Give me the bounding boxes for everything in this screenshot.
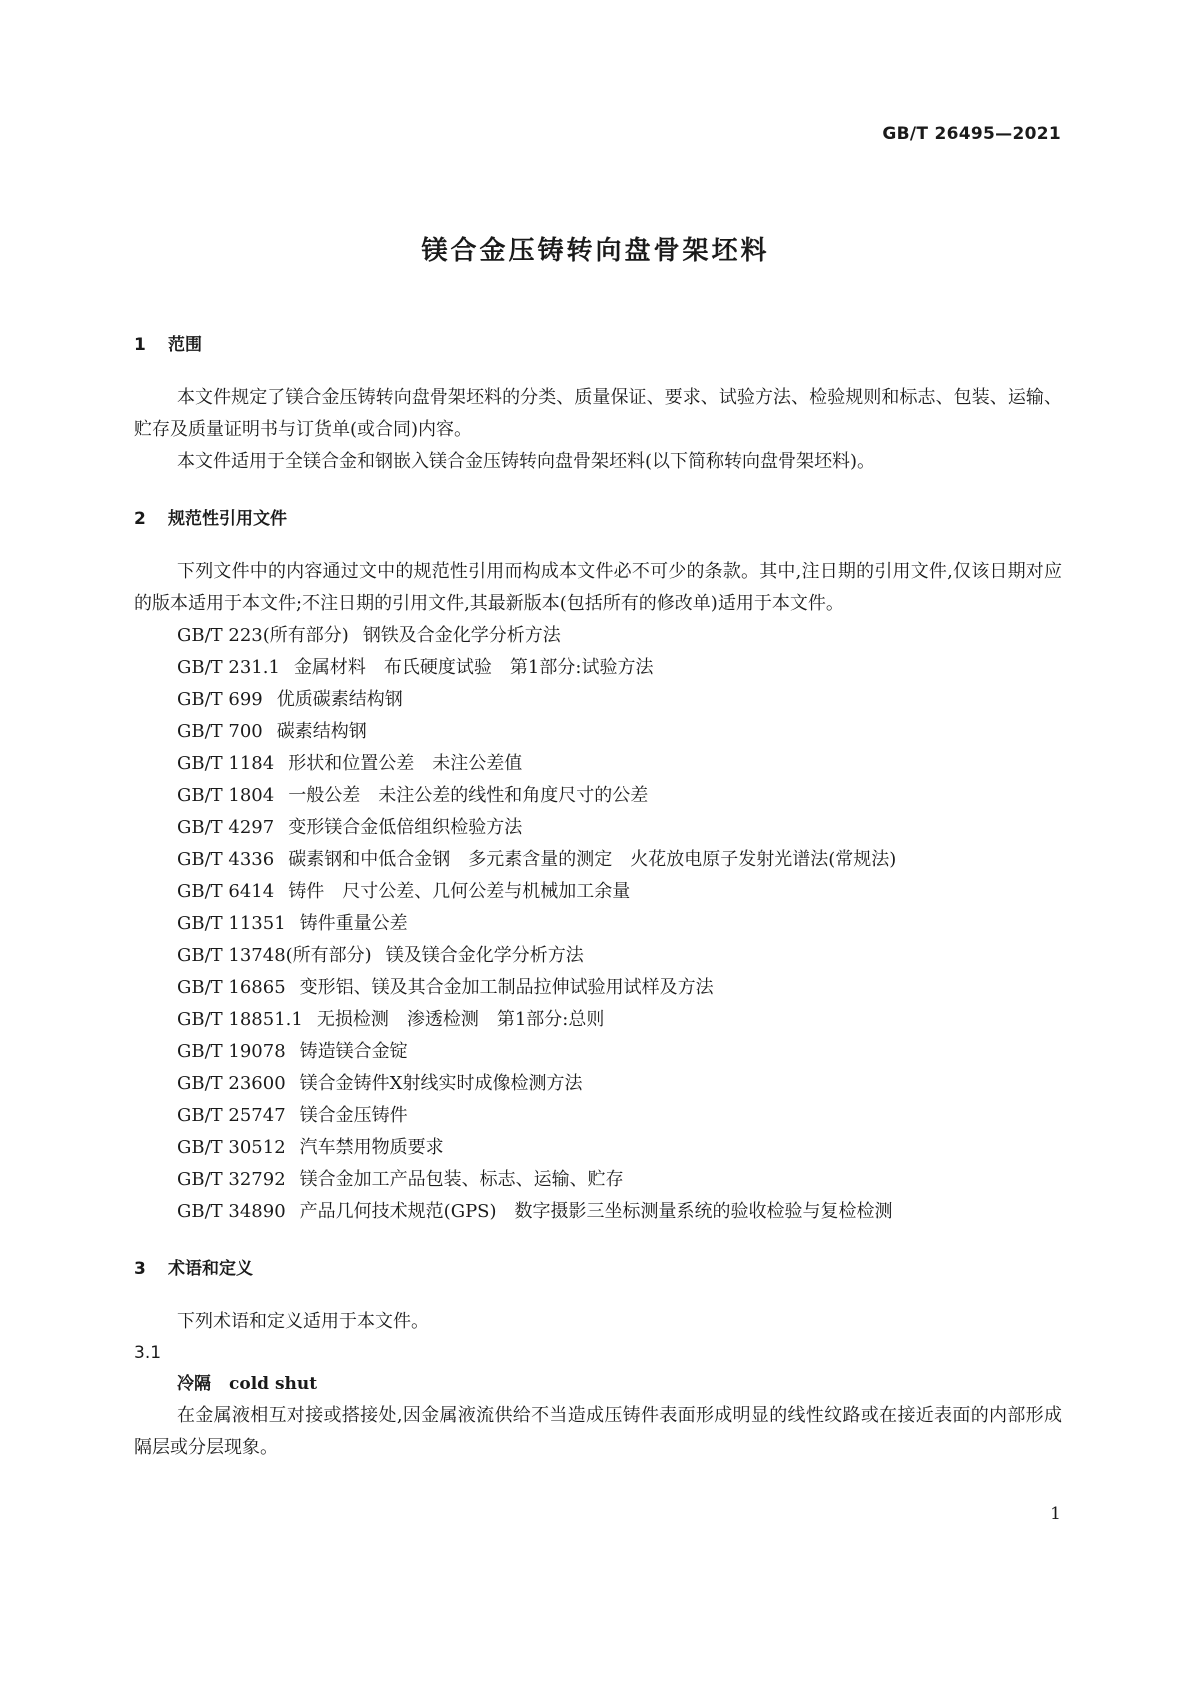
reference-code: GB/T 6414 xyxy=(177,881,275,902)
reference-code: GB/T 16865 xyxy=(177,977,286,998)
reference-title: 优质碳素结构钢 xyxy=(276,689,403,710)
document-title: 镁合金压铸转向盘骨架坯料 xyxy=(421,236,770,266)
reference-item xyxy=(134,1004,1062,1036)
reference-list xyxy=(134,620,1062,1228)
reference-title: 无损检测 渗透检测 第1部分:总则 xyxy=(316,1009,605,1030)
reference-code: GB/T 699 xyxy=(177,689,263,710)
term-name-zh: 冷隔 xyxy=(177,1374,211,1394)
term-number: 3.1 xyxy=(134,1343,162,1363)
reference-title: 铸造镁合金锭 xyxy=(299,1041,408,1062)
reference-code: GB/T 4336 xyxy=(177,849,275,870)
reference-item xyxy=(134,972,1062,1004)
reference-title: 铸件 尺寸公差、几何公差与机械加工余量 xyxy=(288,881,631,902)
reference-item xyxy=(134,1196,1062,1228)
reference-code: GB/T 11351 xyxy=(177,913,286,934)
reference-code: GB/T 13748(所有部分) xyxy=(177,945,372,966)
reference-code: GB/T 34890 xyxy=(177,1201,286,1222)
reference-title: 形状和位置公差 未注公差值 xyxy=(288,753,523,774)
document-body xyxy=(134,330,1062,1464)
reference-item xyxy=(134,620,1062,652)
reference-code: GB/T 25747 xyxy=(177,1105,286,1126)
standard-code: GB/T 26495—2021 xyxy=(882,124,1061,144)
section-title: 术语和定义 xyxy=(168,1259,253,1279)
reference-item xyxy=(134,908,1062,940)
reference-code: GB/T 23600 xyxy=(177,1073,286,1094)
section-heading-scope xyxy=(134,330,1062,360)
reference-code: GB/T 700 xyxy=(177,721,263,742)
reference-item xyxy=(134,1068,1062,1100)
reference-item xyxy=(134,1164,1062,1196)
reference-title: 钢铁及合金化学分析方法 xyxy=(362,625,561,646)
reference-title: 铸件重量公差 xyxy=(299,913,408,934)
reference-item xyxy=(134,780,1062,812)
section-heading-normative-references xyxy=(134,504,1062,534)
reference-title: 碳素钢和中低合金钢 多元素含量的测定 火花放电原子发射光谱法(常规法) xyxy=(288,849,897,870)
section-number: 1 xyxy=(134,335,146,355)
section-number: 3 xyxy=(134,1259,146,1279)
reference-item xyxy=(134,1100,1062,1132)
reference-item xyxy=(134,812,1062,844)
reference-item xyxy=(134,844,1062,876)
reference-title: 碳素结构钢 xyxy=(276,721,367,742)
reference-item xyxy=(134,940,1062,972)
reference-item xyxy=(134,716,1062,748)
reference-title: 镁合金铸件X射线实时成像检测方法 xyxy=(299,1073,583,1094)
reference-code: GB/T 30512 xyxy=(177,1137,286,1158)
term-name-en: cold shut xyxy=(229,1374,318,1394)
reference-code: GB/T 1184 xyxy=(177,753,275,774)
section-title: 规范性引用文件 xyxy=(168,509,287,529)
scope-paragraph: 本文件规定了镁合金压铸转向盘骨架坯料的分类、质量保证、要求、试验方法、检验规则和标志、包装、运输、贮存及质量证明书与订货单(或合同)内容。 xyxy=(134,387,1062,440)
reference-code: GB/T 32792 xyxy=(177,1169,286,1190)
terms-intro: 下列术语和定义适用于本文件。 xyxy=(177,1311,429,1332)
page-number: 1 xyxy=(1050,1504,1061,1524)
section-heading-terms xyxy=(134,1254,1062,1284)
reference-code: GB/T 18851.1 xyxy=(177,1009,303,1030)
reference-code: GB/T 223(所有部分) xyxy=(177,625,349,646)
reference-title: 变形镁合金低倍组织检验方法 xyxy=(288,817,523,838)
reference-item xyxy=(134,684,1062,716)
reference-code: GB/T 4297 xyxy=(177,817,275,838)
reference-title: 镁合金压铸件 xyxy=(299,1105,408,1126)
reference-item xyxy=(134,652,1062,684)
reference-code: GB/T 19078 xyxy=(177,1041,286,1062)
scope-paragraph: 本文件适用于全镁合金和钢嵌入镁合金压铸转向盘骨架坯料(以下简称转向盘骨架坯料)。 xyxy=(177,451,876,472)
term-name xyxy=(134,1368,1062,1400)
reference-title: 汽车禁用物质要求 xyxy=(299,1137,444,1158)
reference-code: GB/T 1804 xyxy=(177,785,275,806)
section-title: 范围 xyxy=(168,335,202,355)
reference-title: 一般公差 未注公差的线性和角度尺寸的公差 xyxy=(288,785,649,806)
reference-item xyxy=(134,748,1062,780)
reference-title: 产品几何技术规范(GPS) 数字摄影三坐标测量系统的验收检验与复检检测 xyxy=(299,1201,893,1222)
reference-title: 变形铝、镁及其合金加工制品拉伸试验用试样及方法 xyxy=(299,977,714,998)
reference-item xyxy=(134,876,1062,908)
normative-refs-intro: 下列文件中的内容通过文中的规范性引用而构成本文件必不可少的条款。其中,注日期的引用文件,仅该日期对应的版本适用于本文件;不注日期的引用文件,其最新版本(包括所有的修改单)适用于本文件。 xyxy=(134,561,1062,614)
reference-item xyxy=(134,1036,1062,1068)
reference-item xyxy=(134,1132,1062,1164)
reference-title: 镁合金加工产品包装、标志、运输、贮存 xyxy=(299,1169,624,1190)
reference-title: 金属材料 布氏硬度试验 第1部分:试验方法 xyxy=(293,657,654,678)
reference-code: GB/T 231.1 xyxy=(177,657,280,678)
reference-title: 镁及镁合金化学分析方法 xyxy=(385,945,584,966)
section-number: 2 xyxy=(134,509,146,529)
term-definition: 在金属液相互对接或搭接处,因金属液流供给不当造成压铸件表面形成明显的线性纹路或在接近表面的内部形成隔层或分层现象。 xyxy=(134,1405,1062,1458)
